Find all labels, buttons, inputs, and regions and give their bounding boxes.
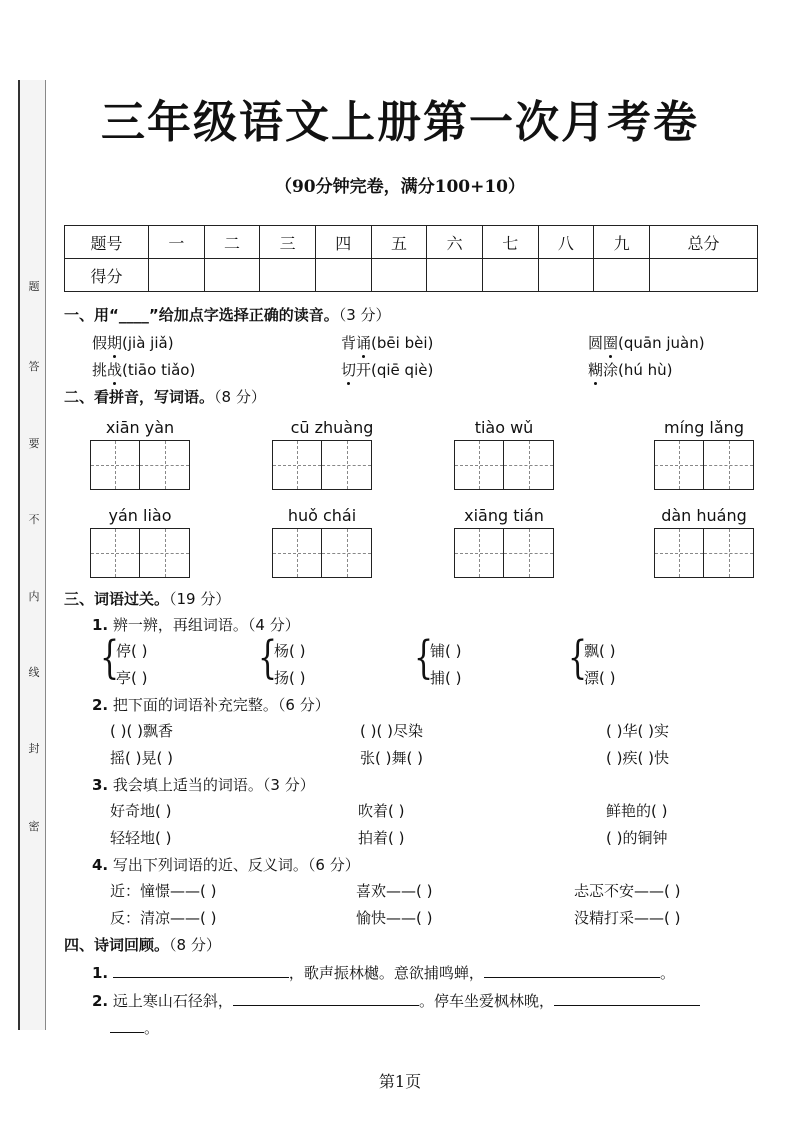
question-text: 写出下列词语的近、反义词。（6 分）: [112, 856, 360, 874]
dotted-char: 切: [341, 361, 357, 379]
section1-heading: [64, 304, 391, 325]
grid-cell[interactable]: [704, 528, 754, 578]
word-blank[interactable]: 捕( ): [430, 669, 462, 687]
item-options[interactable]: (jià jiǎ): [122, 334, 174, 352]
score-table-cell: 得分: [65, 259, 149, 292]
writing-grid[interactable]: [272, 528, 372, 578]
item-text: 圆: [588, 334, 604, 352]
writing-grid[interactable]: [454, 528, 554, 578]
word-blank[interactable]: 漂( ): [584, 669, 616, 687]
score-table-cell: 九: [594, 226, 650, 259]
item-text: 挑: [92, 361, 108, 379]
fill-blank[interactable]: 吹着( ): [358, 802, 405, 820]
question-3-2: [92, 694, 330, 715]
question-number: 2.: [92, 992, 109, 1010]
poem-line-2-cont: [110, 1017, 159, 1038]
score-input-cell[interactable]: [371, 259, 427, 292]
question-text: 辨一辨，再组词语。（4 分）: [112, 616, 300, 634]
answer-line[interactable]: [554, 992, 700, 1006]
fill-blank[interactable]: 喜欢——( ): [356, 882, 433, 900]
question-number: 1.: [92, 616, 109, 634]
score-input-cell[interactable]: [427, 259, 483, 292]
score-input-cell[interactable]: [204, 259, 260, 292]
score-table-score-row: [65, 259, 758, 292]
dotted-char: 糊: [588, 361, 604, 379]
word-blank[interactable]: 亭( ): [116, 669, 148, 687]
question-text: 把下面的词语补充完整。（6 分）: [112, 696, 330, 714]
poem-text: 远上寒山石径斜，: [112, 992, 233, 1010]
writing-grid[interactable]: [654, 528, 754, 578]
section-score: （8 分）: [214, 388, 266, 406]
fill-blank[interactable]: ( )的铜钟: [606, 829, 668, 847]
binding-strip: [18, 80, 46, 1030]
fill-blank[interactable]: 轻轻地( ): [110, 829, 172, 847]
section-heading-text: 四、诗词回顾。: [64, 936, 170, 954]
item-options[interactable]: 涂(hú hù): [603, 361, 673, 379]
grid-cell[interactable]: [504, 528, 554, 578]
score-table-header-row: [65, 226, 758, 259]
question-number: 3.: [92, 776, 109, 794]
grid-cell[interactable]: [322, 440, 372, 490]
section2-heading: [64, 386, 266, 407]
brace-icon: {: [100, 632, 120, 685]
fill-blank[interactable]: 张( )舞( ): [360, 749, 423, 767]
pronunciation-item: [588, 359, 673, 380]
dotted-char: 圈: [603, 334, 619, 352]
pinyin-label: xiān yàn: [105, 418, 175, 437]
poem-line-1: [92, 962, 675, 983]
binding-char: 密: [28, 820, 40, 833]
pinyin-label: yán liào: [108, 506, 172, 525]
pronunciation-item: [92, 359, 195, 380]
item-text: 假: [92, 334, 108, 352]
word-blank[interactable]: 杨( ): [274, 642, 306, 660]
writing-grid[interactable]: [654, 440, 754, 490]
grid-cell[interactable]: [654, 528, 704, 578]
page-title: 三年级语文上册第一次月考卷: [101, 97, 699, 148]
question-text: 我会填上适当的词语。（3 分）: [112, 776, 315, 794]
writing-grid[interactable]: [90, 440, 190, 490]
score-input-cell[interactable]: [594, 259, 650, 292]
fill-blank[interactable]: 忐忑不安——( ): [574, 882, 681, 900]
binding-char: 封: [28, 742, 40, 755]
score-input-cell[interactable]: [149, 259, 205, 292]
score-table-cell: 三: [260, 226, 316, 259]
grid-cell[interactable]: [454, 440, 504, 490]
item-options[interactable]: (bēi bèi): [371, 334, 434, 352]
page-number: 第1页: [378, 1072, 422, 1091]
binding-char: 要: [28, 437, 40, 450]
question-number: 2.: [92, 696, 109, 714]
score-input-cell[interactable]: [482, 259, 538, 292]
answer-line[interactable]: [110, 1019, 144, 1033]
grid-cell[interactable]: [272, 440, 322, 490]
score-input-cell[interactable]: [538, 259, 594, 292]
pinyin-label: huǒ chái: [287, 506, 357, 525]
grid-cell[interactable]: [272, 528, 322, 578]
pinyin-label: xiāng tián: [464, 506, 544, 525]
brace-icon: {: [414, 632, 434, 685]
brace-icon: {: [258, 632, 278, 685]
grid-cell[interactable]: [504, 440, 554, 490]
word-blank[interactable]: 停( ): [116, 642, 148, 660]
score-input-cell[interactable]: [649, 259, 757, 292]
section-score: （3 分）: [338, 306, 391, 324]
pinyin-label: cū zhuàng: [290, 418, 374, 437]
binding-char: 线: [28, 666, 40, 679]
grid-cell[interactable]: [90, 528, 140, 578]
score-table-cell: 一: [149, 226, 205, 259]
fill-blank[interactable]: 拍着( ): [358, 829, 405, 847]
binding-char: 答: [28, 360, 40, 373]
grid-cell[interactable]: [140, 528, 190, 578]
grid-cell[interactable]: [140, 440, 190, 490]
dotted-char: 期: [107, 334, 123, 352]
pronunciation-item: [588, 332, 705, 353]
binding-char: 不: [28, 513, 40, 526]
score-input-cell[interactable]: [260, 259, 316, 292]
fill-blank[interactable]: 摇( )晃( ): [110, 749, 173, 767]
grid-cell[interactable]: [704, 440, 754, 490]
question-number: 1.: [92, 964, 109, 982]
score-table: [64, 225, 758, 292]
section-heading-text: 三、词语过关。: [64, 590, 170, 608]
binding-char: 题: [28, 280, 40, 293]
score-table-cell: 二: [204, 226, 260, 259]
score-input-cell[interactable]: [315, 259, 371, 292]
poem-text: 。停车坐爱枫林晚，: [418, 992, 554, 1010]
fill-blank[interactable]: ( )疾( )快: [606, 749, 669, 767]
score-table-cell: 八: [538, 226, 594, 259]
pinyin-label: míng lǎng: [664, 418, 744, 437]
word-blank[interactable]: 铺( ): [430, 642, 462, 660]
section-heading-text: 一、用“____”给加点字选择正确的读音。: [64, 306, 339, 324]
dotted-char: 战: [107, 361, 123, 379]
grid-cell[interactable]: [654, 440, 704, 490]
poem-text: ，歌声振林樾。意欲捕鸣蝉，: [288, 964, 484, 982]
brace-icon: {: [568, 632, 588, 685]
pronunciation-item: [92, 332, 174, 353]
grid-cell[interactable]: [322, 528, 372, 578]
fill-blank[interactable]: 鲜艳的( ): [606, 802, 668, 820]
fill-blank[interactable]: 没精打采——( ): [574, 909, 681, 927]
section4-heading: [64, 934, 221, 955]
score-table-cell: 题号: [65, 226, 149, 259]
item-text: 背: [341, 334, 357, 352]
section3-heading: [64, 588, 230, 609]
question-number: 4.: [92, 856, 109, 874]
fill-blank[interactable]: ( )华( )实: [606, 722, 669, 740]
pinyin-label: dàn huáng: [661, 506, 747, 525]
score-table-cell: 七: [482, 226, 538, 259]
pronunciation-item: [341, 332, 433, 353]
section-score: （19 分）: [169, 590, 231, 608]
fill-blank[interactable]: 愉快——( ): [356, 909, 433, 927]
item-options[interactable]: 开(qiē qiè): [356, 361, 434, 379]
poem-text: 。: [144, 1019, 160, 1037]
answer-line[interactable]: [484, 964, 660, 978]
score-table-cell: 总分: [649, 226, 757, 259]
pinyin-label: tiào wǔ: [474, 418, 534, 437]
dotted-char: 诵: [356, 334, 372, 352]
poem-text: 。: [659, 964, 675, 982]
answer-line[interactable]: [233, 992, 419, 1006]
answer-line[interactable]: [113, 964, 289, 978]
item-options[interactable]: (tiāo tiǎo): [122, 361, 196, 379]
page-subtitle: （90分钟完卷，满分100+10）: [274, 177, 526, 197]
fill-blank[interactable]: ( )( )飘香: [110, 722, 173, 740]
item-options[interactable]: (quān juàn): [618, 334, 705, 352]
fill-blank[interactable]: ( )( )尽染: [360, 722, 423, 740]
grid-cell[interactable]: [90, 440, 140, 490]
fill-blank[interactable]: 反：清凉——( ): [110, 909, 217, 927]
section-heading-text: 二、看拼音，写词语。: [64, 388, 215, 406]
grid-cell[interactable]: [454, 528, 504, 578]
poem-line-2: [92, 990, 700, 1011]
score-table-cell: 五: [371, 226, 427, 259]
binding-char: 内: [28, 590, 40, 603]
score-table-cell: 六: [427, 226, 483, 259]
fill-blank[interactable]: 近：憧憬——( ): [110, 882, 217, 900]
section-score: （8 分）: [169, 936, 221, 954]
question-3-4: [92, 854, 360, 875]
fill-blank[interactable]: 好奇地( ): [110, 802, 172, 820]
writing-grid[interactable]: [90, 528, 190, 578]
writing-grid[interactable]: [272, 440, 372, 490]
word-blank[interactable]: 扬( ): [274, 669, 306, 687]
word-blank[interactable]: 飘( ): [584, 642, 616, 660]
pronunciation-item: [341, 359, 433, 380]
score-table-cell: 四: [315, 226, 371, 259]
writing-grid[interactable]: [454, 440, 554, 490]
question-3-3: [92, 774, 315, 795]
